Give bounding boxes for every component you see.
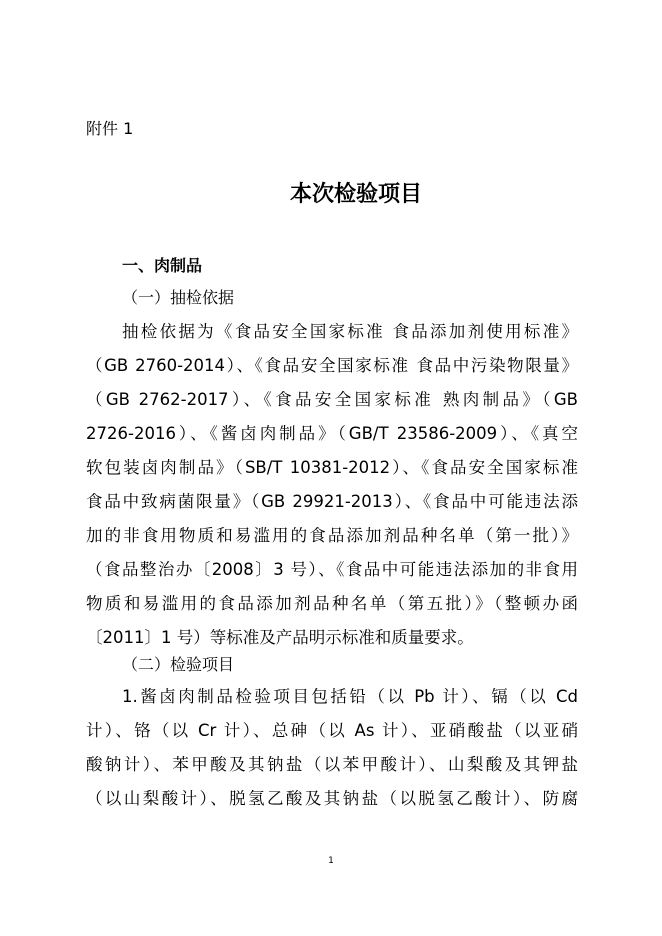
paragraph-line: 抽检依据为《食品安全国家标准 食品添加剂使用标准》	[122, 322, 578, 341]
basis-heading: （一）抽检依据	[122, 288, 235, 307]
paragraph-line: （食品整治办〔2008〕3 号）、《食品中可能违法添加的非食用	[86, 560, 578, 579]
paragraph-line: 〔2011〕1 号）等标准及产品明示标准和质量要求。	[86, 628, 474, 647]
paragraph-line: （GB 2762-2017）、《食品安全国家标准 熟肉制品》（GB	[86, 390, 578, 409]
attachment-label: 附件 1	[86, 119, 134, 138]
paragraph-line: （GB 2760-2014）、《食品安全国家标准 食品中污染物限量》	[86, 356, 578, 375]
paragraph-line: 2726-2016）、《酱卤肉制品》（GB/T 23586-2009）、《真空	[86, 424, 578, 443]
basis-paragraph	[86, 315, 578, 655]
section-heading: 一、肉制品	[122, 256, 203, 275]
paragraph-line: 食品中致病菌限量》（GB 29921-2013）、《食品中可能违法添	[86, 492, 578, 511]
paragraph-line: 酸钠计）、苯甲酸及其钠盐（以苯甲酸计）、山梨酸及其钾盐	[86, 755, 578, 774]
paragraph-line: 物质和易滥用的食品添加剂品种名单（第五批）》（整顿办函	[86, 594, 578, 613]
items-heading: （二）检验项目	[122, 655, 235, 674]
page-number: 1	[328, 856, 334, 866]
document-title: 本次检验项目	[289, 182, 422, 207]
paragraph-line: 计）、铬（以 Cr 计）、总砷（以 As 计）、亚硝酸盐（以亚硝	[86, 721, 578, 740]
paragraph-line: （以山梨酸计）、脱氢乙酸及其钠盐（以脱氢乙酸计）、防腐	[86, 789, 578, 808]
paragraph-line: 软包装卤肉制品》（SB/T 10381-2012）、《食品安全国家标准	[86, 458, 578, 477]
items-paragraph	[86, 680, 578, 816]
paragraph-line: 1.酱卤肉制品检验项目包括铅（以 Pb 计）、镉（以 Cd	[122, 687, 578, 706]
paragraph-line: 加的非食用物质和易滥用的食品添加剂品种名单（第一批）》	[86, 526, 578, 545]
